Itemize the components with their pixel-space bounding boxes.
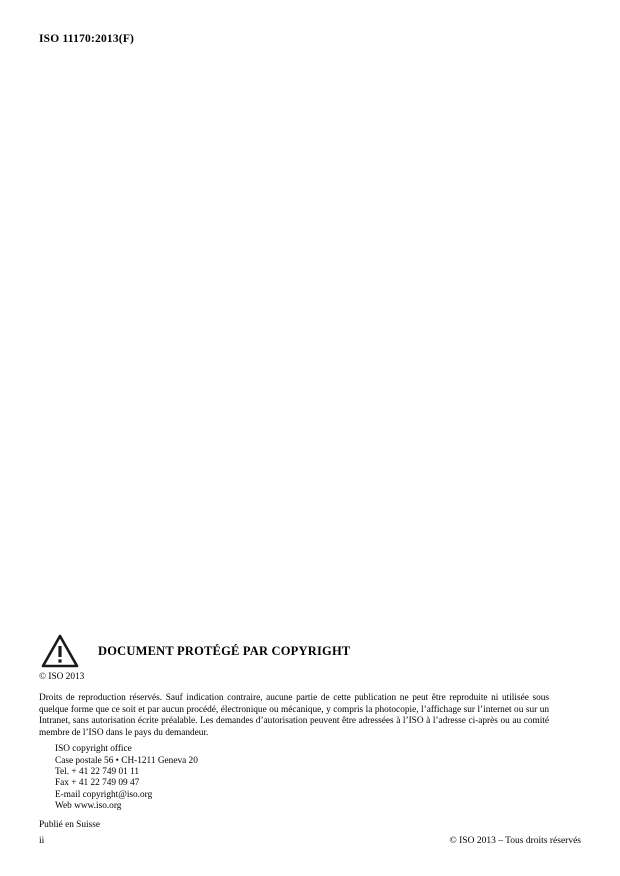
warning-triangle-icon [41,634,79,668]
published-in-line: Publié en Suisse [39,820,100,831]
address-web: Web www.iso.org [55,800,122,811]
address-office: ISO copyright office [55,744,132,755]
address-email: E-mail copyright@iso.org [55,789,153,800]
page-title: ISO 11170:2013(F) [39,33,135,45]
iso-copyright-address [55,744,549,812]
copyright-notice-block [39,630,549,830]
blank-content-area [39,60,549,620]
address-fax: Fax + 41 22 749 09 47 [55,778,140,789]
address-postal: Case postale 56 • CH-1211 Geneva 20 [55,755,198,766]
page-footer [39,836,581,846]
footer-rights-text: © ISO 2013 – Tous droits réservés [449,836,581,846]
copyright-heading-row [39,630,549,672]
address-tel: Tel. + 41 22 749 01 11 [55,766,140,777]
footer-page-number: ii [39,836,45,846]
copyright-body-text: Droits de reproduction réservés. Sauf indication contraire, aucune partie de cette publication ne peut être reproduite ni utilisée sous quelque forme que ce soit et par aucun procédé, électronique ou mécanique, y compris la photocopie, l’affichage sur l’internet ou sur un Intranet, sans autorisation écrite préalable. Les demandes d’autorisation peuvent être adressées à l’ISO à l’adresse ci-après ou au comité membre de l’ISO dans le pays du demandeur. [39,693,549,738]
copyright-title: DOCUMENT PROTÉGÉ PAR COPYRIGHT [98,643,351,658]
copyright-year: © ISO 2013 [39,672,85,682]
